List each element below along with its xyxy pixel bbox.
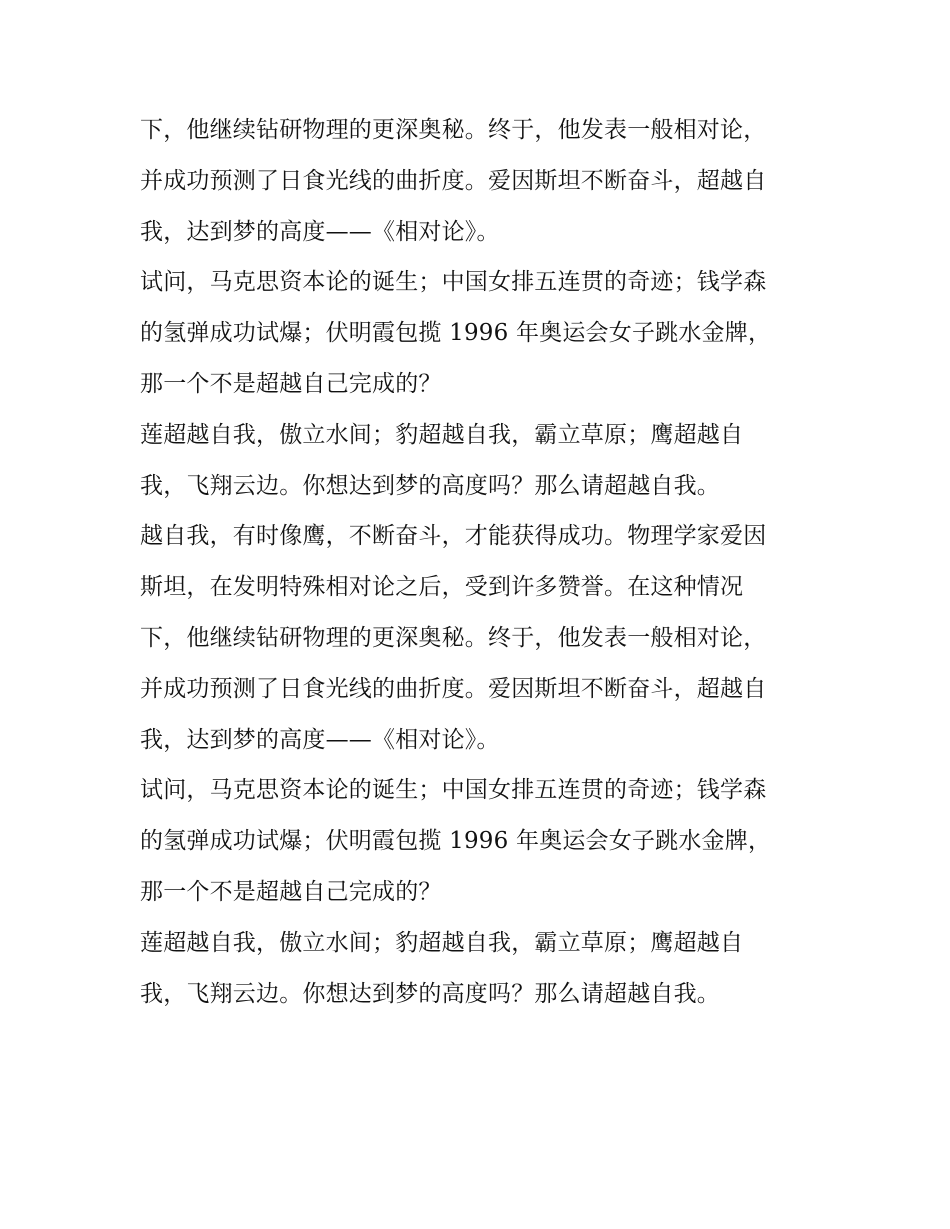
text-line: 下，他继续钻研物理的更深奥秘。终于，他发表一般相对论，	[140, 624, 767, 651]
text-line: 并成功预测了日食光线的曲折度。爱因斯坦不断奋斗，超越自	[140, 675, 767, 702]
document-body	[140, 105, 830, 1019]
text-line: 那一个不是超越自己完成的？	[140, 370, 442, 397]
text-line: 并成功预测了日食光线的曲折度。爱因斯坦不断奋斗，超越自	[140, 167, 767, 194]
text-line: 我，飞翔云边。你想达到梦的高度吗？那么请超越自我。	[140, 472, 720, 499]
text-line: 试问，马克思资本论的诞生；中国女排五连贯的奇迹；钱学森	[140, 777, 767, 804]
text-line: 我，达到梦的高度——《相对论》。	[140, 726, 500, 753]
text-line: 越自我，有时像鹰，不断奋斗，才能获得成功。物理学家爱因	[140, 523, 767, 550]
text-line: 莲超越自我，傲立水间；豹超越自我，霸立草原；鹰超越自	[140, 929, 744, 956]
text-line: 的氢弹成功试爆；伏明霞包揽 1996 年奥运会女子跳水金牌，	[140, 320, 772, 347]
text-line: 莲超越自我，傲立水间；豹超越自我，霸立草原；鹰超越自	[140, 421, 744, 448]
text-line: 我，达到梦的高度——《相对论》。	[140, 218, 500, 245]
text-line: 那一个不是超越自己完成的？	[140, 878, 442, 905]
text-line: 下，他继续钻研物理的更深奥秘。终于，他发表一般相对论，	[140, 117, 767, 143]
text-line: 的氢弹成功试爆；伏明霞包揽 1996 年奥运会女子跳水金牌，	[140, 828, 772, 855]
text-line: 斯坦，在发明特殊相对论之后，受到许多赞誉。在这种情况	[140, 574, 744, 601]
text-line: 我，飞翔云边。你想达到梦的高度吗？那么请超越自我。	[140, 980, 720, 1007]
text-line: 试问，马克思资本论的诞生；中国女排五连贯的奇迹；钱学森	[140, 269, 767, 296]
